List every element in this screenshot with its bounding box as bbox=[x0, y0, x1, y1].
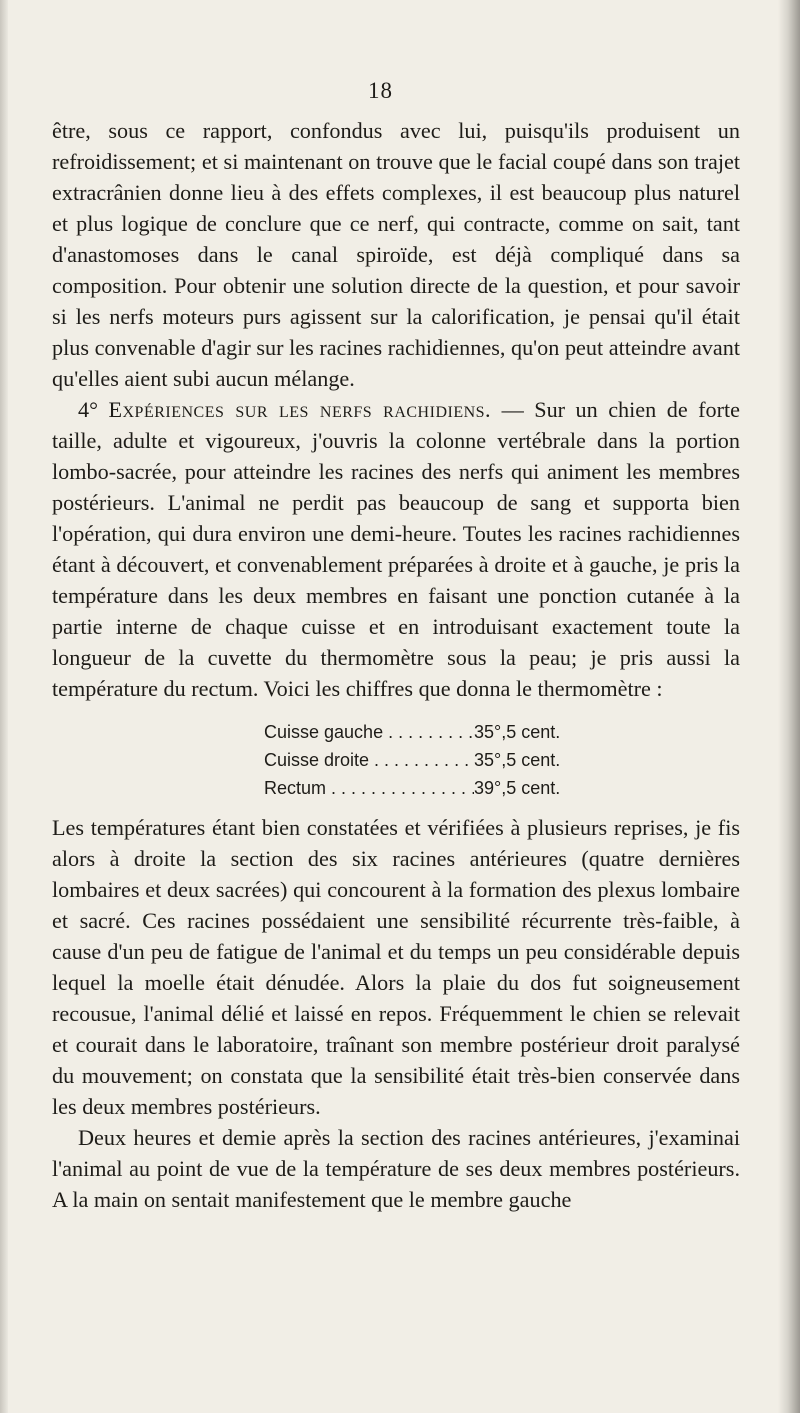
page-right-edge-shadow bbox=[778, 0, 800, 1413]
measurement-value: 35°,5 cent. bbox=[474, 750, 561, 770]
paragraph-4: Deux heures et demie après la section des racines antérieures, j'examinai l'animal au point de vue de la température de ses deux membres postérieurs. A la main on sentait manifestement que le membre gauche bbox=[52, 1125, 740, 1212]
measurement-label: Cuisse gauche . . . bbox=[264, 718, 474, 746]
table-row bbox=[264, 774, 740, 802]
section-heading: Expériences sur les nerfs rachidiens. bbox=[108, 397, 492, 422]
paragraph-2-text: — Sur un chien de forte taille, adulte et vigoureux, j'ouvris la colonne vertébrale dans la portion lombo-sacrée, pour atteindre les racines des nerfs qui animent les membres postérieurs. L'animal ne perdit pas beaucoup de sang et supporta bien l'opération, qui dura environ une demi-heure. Toutes les racines rachidiennes étant à découvert, et convenablement préparées à droite et à gauche, je pris la température dans les deux membres en faisant une ponction cutanée à la partie interne de chaque cuisse et en introduisant exactement toute la longueur de la cuvette du thermomètre sous la peau; je pris aussi la température du rectum. Voici les chiffres que donna le thermomètre : bbox=[52, 397, 741, 701]
paragraph-3: Les températures étant bien constatées et vérifiées à plusieurs reprises, je fis alors à droite la section des six racines antérieures (quatre dernières lombaires et deux sacrées) qui concourent à la formation des plexus lombaire et sacré. Ces racines possédaient une sensibilité récurrente très-faible, à cause d'un peu de fatigue de l'animal et du temps un peu considérable depuis lequel la moelle était dénudée. Alors la plaie du dos fut soigneusement recousue, l'animal délié et laissé en repos. Fréquemment le chien se relevait et courait dans le laboratoire, traînant son membre postérieur droit paralysé du mouvement; on constata que la sensibilité était très-bien conservée dans les deux membres postérieurs. bbox=[52, 815, 740, 1119]
section-number: 4° bbox=[78, 397, 98, 422]
paragraph-2 bbox=[52, 394, 740, 704]
table-row bbox=[264, 718, 740, 746]
measurement-value: 35°,5 cent. bbox=[474, 722, 561, 742]
page-number: 18 bbox=[368, 78, 393, 103]
temperature-table bbox=[264, 718, 740, 802]
table-row bbox=[264, 746, 740, 774]
measurement-value: 39°,5 cent. bbox=[474, 778, 561, 798]
measurement-label: Cuisse droite . . . bbox=[264, 746, 474, 774]
page-left-border bbox=[0, 0, 8, 1413]
measurement-label: Rectum . . . bbox=[264, 774, 474, 802]
body-text bbox=[52, 115, 740, 1215]
paragraph-1: être, sous ce rapport, confondus avec lui, puisqu'ils produisent un refroidissement; et si maintenant on trouve que le facial coupé dans son trajet extracrânien donne lieu à des effets complexes, il est beaucoup plus naturel et plus logique de conclure que ce nerf, qui contracte, comme on sait, tant d'anastomoses dans le canal spiroïde, est déjà compliqué dans sa composition. Pour obtenir une solution directe de la question, et pour savoir si les nerfs moteurs purs agissent sur la calorification, je pensai qu'il était plus convenable d'agir sur les racines rachidiennes, qu'on peut atteindre avant qu'elles aient subi aucun mélange. bbox=[52, 118, 740, 391]
